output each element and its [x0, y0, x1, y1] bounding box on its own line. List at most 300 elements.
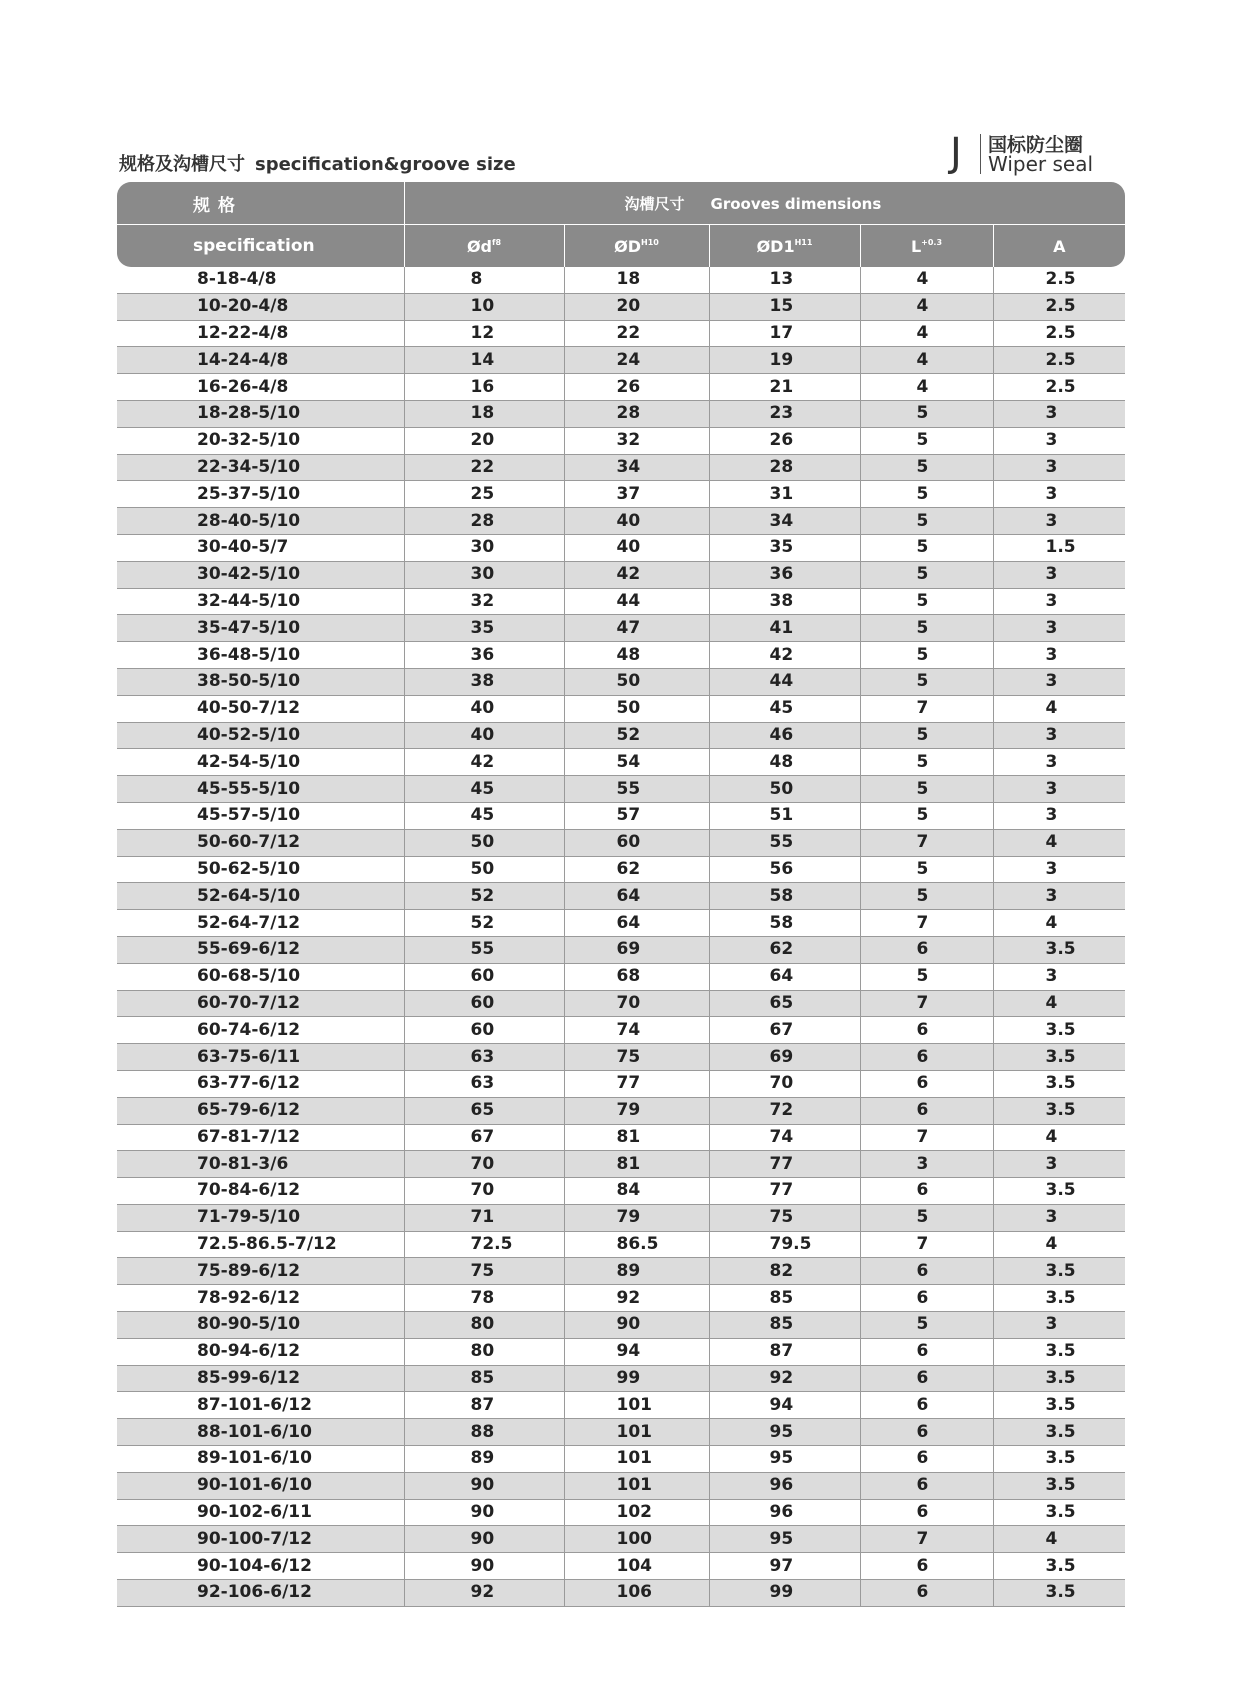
cell-L: 6 [860, 1097, 993, 1124]
cell-D: 24 [564, 347, 709, 374]
cell-d: 70 [404, 1178, 564, 1205]
header-groove-zh: 沟槽尺寸 [624, 194, 685, 213]
cell-spec: 65-79-6/12 [117, 1097, 404, 1124]
cell-D1: 13 [709, 267, 860, 293]
table-row [117, 1580, 1125, 1607]
cell-D1: 21 [709, 374, 860, 401]
cell-D: 22 [564, 320, 709, 347]
cell-d: 14 [404, 347, 564, 374]
cell-D1: 58 [709, 883, 860, 910]
cell-A: 3.5 [993, 1392, 1125, 1419]
cell-D1: 35 [709, 534, 860, 561]
cell-D: 81 [564, 1151, 709, 1178]
cell-D: 100 [564, 1526, 709, 1553]
table-row [117, 642, 1125, 669]
cell-L: 5 [860, 534, 993, 561]
cell-L: 7 [860, 829, 993, 856]
cell-spec: 80-90-5/10 [117, 1312, 404, 1339]
cell-D1: 77 [709, 1151, 860, 1178]
cell-D: 75 [564, 1044, 709, 1071]
cell-d: 22 [404, 454, 564, 481]
cell-D: 26 [564, 374, 709, 401]
table-row [117, 1365, 1125, 1392]
cell-D: 60 [564, 829, 709, 856]
cell-spec: 50-62-5/10 [117, 856, 404, 883]
table-row [117, 508, 1125, 535]
cell-A: 3 [993, 588, 1125, 615]
cell-D: 44 [564, 588, 709, 615]
cell-L: 6 [860, 1392, 993, 1419]
cell-d: 80 [404, 1338, 564, 1365]
table-row [117, 615, 1125, 642]
cell-L: 5 [860, 642, 993, 669]
cell-A: 3.5 [993, 1580, 1125, 1607]
cell-L: 5 [860, 1204, 993, 1231]
cell-spec: 90-100-7/12 [117, 1526, 404, 1553]
cell-d: 50 [404, 856, 564, 883]
cell-D: 64 [564, 910, 709, 937]
cell-D: 101 [564, 1392, 709, 1419]
cell-D1: 96 [709, 1499, 860, 1526]
cell-L: 6 [860, 1017, 993, 1044]
cell-A: 3.5 [993, 1070, 1125, 1097]
cell-A: 4 [993, 1124, 1125, 1151]
table-row [117, 1312, 1125, 1339]
table-row [117, 990, 1125, 1017]
cell-D1: 85 [709, 1312, 860, 1339]
cell-D: 86.5 [564, 1231, 709, 1258]
page-title-en: specification&groove size [255, 154, 516, 175]
cell-spec: 67-81-7/12 [117, 1124, 404, 1151]
cell-spec: 30-42-5/10 [117, 561, 404, 588]
cell-D: 32 [564, 427, 709, 454]
cell-D1: 41 [709, 615, 860, 642]
cell-A: 1.5 [993, 534, 1125, 561]
cell-d: 12 [404, 320, 564, 347]
header-groove [404, 182, 1125, 225]
cell-d: 80 [404, 1312, 564, 1339]
cell-spec: 63-77-6/12 [117, 1070, 404, 1097]
cell-d: 90 [404, 1526, 564, 1553]
table-row [117, 1231, 1125, 1258]
cell-spec: 40-52-5/10 [117, 722, 404, 749]
table-row [117, 1446, 1125, 1473]
cell-A: 2.5 [993, 374, 1125, 401]
cell-D1: 95 [709, 1419, 860, 1446]
cell-D1: 72 [709, 1097, 860, 1124]
cell-D1: 94 [709, 1392, 860, 1419]
cell-spec: 20-32-5/10 [117, 427, 404, 454]
cell-D1: 48 [709, 749, 860, 776]
cell-L: 5 [860, 508, 993, 535]
cell-D: 84 [564, 1178, 709, 1205]
table-row [117, 1526, 1125, 1553]
cell-d: 85 [404, 1365, 564, 1392]
table-row [117, 481, 1125, 508]
cell-d: 92 [404, 1580, 564, 1607]
cell-spec: 75-89-6/12 [117, 1258, 404, 1285]
cell-d: 63 [404, 1044, 564, 1071]
cell-spec: 90-101-6/10 [117, 1472, 404, 1499]
cell-d: 90 [404, 1499, 564, 1526]
cell-spec: 18-28-5/10 [117, 400, 404, 427]
table-row [117, 1392, 1125, 1419]
cell-A: 2.5 [993, 320, 1125, 347]
cell-D1: 74 [709, 1124, 860, 1151]
table-row [117, 1097, 1125, 1124]
cell-L: 5 [860, 722, 993, 749]
cell-d: 45 [404, 802, 564, 829]
table-row [117, 293, 1125, 320]
cell-D: 62 [564, 856, 709, 883]
cell-L: 5 [860, 1312, 993, 1339]
table-row [117, 1070, 1125, 1097]
table-row [117, 1178, 1125, 1205]
cell-D: 18 [564, 267, 709, 293]
cell-A: 4 [993, 829, 1125, 856]
cell-L: 4 [860, 293, 993, 320]
cell-L: 7 [860, 910, 993, 937]
cell-spec: 55-69-6/12 [117, 936, 404, 963]
cell-L: 5 [860, 668, 993, 695]
cell-A: 3 [993, 1151, 1125, 1178]
cell-D1: 67 [709, 1017, 860, 1044]
cell-d: 50 [404, 829, 564, 856]
cell-A: 3 [993, 615, 1125, 642]
cell-d: 45 [404, 776, 564, 803]
cell-L: 5 [860, 776, 993, 803]
cell-L: 6 [860, 936, 993, 963]
cell-D: 101 [564, 1419, 709, 1446]
cell-spec: 60-74-6/12 [117, 1017, 404, 1044]
cell-spec: 45-55-5/10 [117, 776, 404, 803]
cell-D1: 62 [709, 936, 860, 963]
table-row [117, 910, 1125, 937]
table-row [117, 695, 1125, 722]
cell-A: 3 [993, 454, 1125, 481]
table-row [117, 1151, 1125, 1178]
cell-D: 101 [564, 1446, 709, 1473]
cell-A: 3.5 [993, 1499, 1125, 1526]
cell-D: 79 [564, 1097, 709, 1124]
cell-A: 3.5 [993, 936, 1125, 963]
cell-D: 94 [564, 1338, 709, 1365]
cell-L: 6 [860, 1580, 993, 1607]
cell-L: 6 [860, 1499, 993, 1526]
cell-A: 3 [993, 668, 1125, 695]
cell-D: 90 [564, 1312, 709, 1339]
cell-A: 3.5 [993, 1044, 1125, 1071]
cell-D: 37 [564, 481, 709, 508]
table-row [117, 936, 1125, 963]
cell-spec: 90-102-6/11 [117, 1499, 404, 1526]
cell-A: 3.5 [993, 1472, 1125, 1499]
cell-D1: 45 [709, 695, 860, 722]
cell-L: 6 [860, 1419, 993, 1446]
cell-spec: 90-104-6/12 [117, 1553, 404, 1580]
header-col-A: A [993, 225, 1125, 268]
cell-spec: 10-20-4/8 [117, 293, 404, 320]
cell-D: 40 [564, 534, 709, 561]
cell-spec: 60-70-7/12 [117, 990, 404, 1017]
cell-A: 3 [993, 749, 1125, 776]
cell-A: 3 [993, 856, 1125, 883]
table-row [117, 749, 1125, 776]
cell-D1: 85 [709, 1285, 860, 1312]
table-row [117, 347, 1125, 374]
table-row [117, 1553, 1125, 1580]
cell-D1: 75 [709, 1204, 860, 1231]
cell-D: 20 [564, 293, 709, 320]
table-row [117, 802, 1125, 829]
table-row [117, 722, 1125, 749]
cell-d: 16 [404, 374, 564, 401]
cell-D: 89 [564, 1258, 709, 1285]
cell-spec: 30-40-5/7 [117, 534, 404, 561]
header-col-d: $Ød^{f8}$ [404, 225, 564, 268]
cell-spec: 70-81-3/6 [117, 1151, 404, 1178]
cell-A: 3 [993, 481, 1125, 508]
cell-spec: 85-99-6/12 [117, 1365, 404, 1392]
cell-d: 60 [404, 963, 564, 990]
cell-L: 5 [860, 856, 993, 883]
cell-A: 3 [993, 722, 1125, 749]
cell-L: 5 [860, 481, 993, 508]
cell-D: 52 [564, 722, 709, 749]
cell-D1: 95 [709, 1446, 860, 1473]
brand-block [950, 130, 1100, 180]
cell-D1: 97 [709, 1553, 860, 1580]
cell-A: 4 [993, 1231, 1125, 1258]
cell-d: 10 [404, 293, 564, 320]
cell-A: 3.5 [993, 1097, 1125, 1124]
cell-d: 40 [404, 695, 564, 722]
cell-D1: 36 [709, 561, 860, 588]
cell-spec: 72.5-86.5-7/12 [117, 1231, 404, 1258]
cell-A: 3 [993, 1312, 1125, 1339]
cell-spec: 36-48-5/10 [117, 642, 404, 669]
table-header [117, 182, 1125, 267]
table-row [117, 776, 1125, 803]
cell-L: 5 [860, 427, 993, 454]
cell-L: 6 [860, 1044, 993, 1071]
cell-D1: 70 [709, 1070, 860, 1097]
cell-D: 40 [564, 508, 709, 535]
cell-d: 52 [404, 883, 564, 910]
cell-D: 106 [564, 1580, 709, 1607]
cell-L: 3 [860, 1151, 993, 1178]
cell-A: 2.5 [993, 267, 1125, 293]
cell-d: 75 [404, 1258, 564, 1285]
cell-A: 3 [993, 508, 1125, 535]
cell-spec: 50-60-7/12 [117, 829, 404, 856]
cell-L: 5 [860, 561, 993, 588]
table-row [117, 267, 1125, 293]
cell-D: 42 [564, 561, 709, 588]
cell-D1: 64 [709, 963, 860, 990]
table-row [117, 883, 1125, 910]
cell-D1: 42 [709, 642, 860, 669]
cell-D: 77 [564, 1070, 709, 1097]
cell-spec: 35-47-5/10 [117, 615, 404, 642]
spec-table [117, 182, 1125, 1607]
cell-D: 70 [564, 990, 709, 1017]
cell-A: 3 [993, 427, 1125, 454]
table-body [117, 267, 1125, 1606]
cell-D1: 50 [709, 776, 860, 803]
cell-D1: 92 [709, 1365, 860, 1392]
cell-D1: 26 [709, 427, 860, 454]
cell-spec: 40-50-7/12 [117, 695, 404, 722]
cell-d: 78 [404, 1285, 564, 1312]
cell-A: 3 [993, 642, 1125, 669]
cell-L: 7 [860, 695, 993, 722]
cell-D1: 77 [709, 1178, 860, 1205]
cell-A: 4 [993, 1526, 1125, 1553]
cell-D1: 99 [709, 1580, 860, 1607]
table-row [117, 320, 1125, 347]
cell-spec: 12-22-4/8 [117, 320, 404, 347]
cell-A: 3.5 [993, 1553, 1125, 1580]
cell-D1: 79.5 [709, 1231, 860, 1258]
table-row [117, 1472, 1125, 1499]
cell-spec: 25-37-5/10 [117, 481, 404, 508]
cell-spec: 52-64-7/12 [117, 910, 404, 937]
table-row [117, 1419, 1125, 1446]
cell-D1: 28 [709, 454, 860, 481]
cell-L: 4 [860, 374, 993, 401]
cell-D1: 82 [709, 1258, 860, 1285]
cell-d: 20 [404, 427, 564, 454]
cell-L: 7 [860, 1231, 993, 1258]
cell-d: 70 [404, 1151, 564, 1178]
cell-spec: 45-57-5/10 [117, 802, 404, 829]
spec-table-wrapper [117, 182, 1125, 1607]
cell-D1: 51 [709, 802, 860, 829]
page-title-zh: 规格及沟槽尺寸 [119, 154, 245, 175]
cell-D: 54 [564, 749, 709, 776]
header-spec-zh: 规格 [117, 182, 404, 225]
cell-A: 4 [993, 695, 1125, 722]
cell-d: 87 [404, 1392, 564, 1419]
cell-D: 34 [564, 454, 709, 481]
cell-D: 28 [564, 400, 709, 427]
cell-spec: 22-34-5/10 [117, 454, 404, 481]
cell-D1: 15 [709, 293, 860, 320]
cell-D1: 23 [709, 400, 860, 427]
cell-A: 3 [993, 561, 1125, 588]
table-row [117, 454, 1125, 481]
cell-d: 28 [404, 508, 564, 535]
cell-L: 5 [860, 588, 993, 615]
header-groove-en: Grooves dimensions [710, 194, 882, 213]
cell-d: 72.5 [404, 1231, 564, 1258]
cell-d: 90 [404, 1472, 564, 1499]
cell-L: 5 [860, 749, 993, 776]
cell-d: 35 [404, 615, 564, 642]
cell-d: 18 [404, 400, 564, 427]
header-col-D1: $ØD1^{H11}$ [709, 225, 860, 268]
cell-d: 89 [404, 1446, 564, 1473]
header-col-L: $L^{+0.3}$ [860, 225, 993, 268]
brand-letter: J [950, 130, 962, 176]
table-row [117, 856, 1125, 883]
cell-d: 90 [404, 1553, 564, 1580]
table-row [117, 668, 1125, 695]
cell-spec: 38-50-5/10 [117, 668, 404, 695]
brand-name-zh: 国标防尘圈 [988, 134, 1084, 156]
cell-spec: 14-24-4/8 [117, 347, 404, 374]
cell-spec: 71-79-5/10 [117, 1204, 404, 1231]
table-row [117, 427, 1125, 454]
brand-divider [980, 134, 981, 174]
cell-L: 5 [860, 615, 993, 642]
table-row [117, 374, 1125, 401]
cell-D: 55 [564, 776, 709, 803]
cell-spec: 70-84-6/12 [117, 1178, 404, 1205]
cell-D1: 44 [709, 668, 860, 695]
table-row [117, 1258, 1125, 1285]
cell-D1: 87 [709, 1338, 860, 1365]
cell-spec: 16-26-4/8 [117, 374, 404, 401]
cell-D1: 34 [709, 508, 860, 535]
cell-A: 3.5 [993, 1338, 1125, 1365]
cell-L: 6 [860, 1178, 993, 1205]
cell-spec: 78-92-6/12 [117, 1285, 404, 1312]
cell-D1: 38 [709, 588, 860, 615]
cell-L: 6 [860, 1446, 993, 1473]
cell-d: 67 [404, 1124, 564, 1151]
page-title [119, 150, 516, 176]
cell-D1: 19 [709, 347, 860, 374]
cell-D: 50 [564, 695, 709, 722]
cell-L: 5 [860, 802, 993, 829]
cell-spec: 42-54-5/10 [117, 749, 404, 776]
cell-spec: 89-101-6/10 [117, 1446, 404, 1473]
cell-A: 3 [993, 776, 1125, 803]
cell-L: 7 [860, 1526, 993, 1553]
cell-spec: 60-68-5/10 [117, 963, 404, 990]
table-row [117, 1499, 1125, 1526]
cell-L: 5 [860, 400, 993, 427]
table-row [117, 1204, 1125, 1231]
table-row [117, 963, 1125, 990]
cell-D: 81 [564, 1124, 709, 1151]
cell-d: 25 [404, 481, 564, 508]
table-row [117, 1044, 1125, 1071]
cell-D1: 17 [709, 320, 860, 347]
cell-D: 68 [564, 963, 709, 990]
cell-spec: 87-101-6/12 [117, 1392, 404, 1419]
cell-A: 3 [993, 400, 1125, 427]
table-row [117, 1124, 1125, 1151]
cell-D1: 46 [709, 722, 860, 749]
cell-D: 64 [564, 883, 709, 910]
table-row [117, 561, 1125, 588]
cell-A: 3 [993, 963, 1125, 990]
cell-D: 74 [564, 1017, 709, 1044]
cell-L: 5 [860, 454, 993, 481]
cell-d: 88 [404, 1419, 564, 1446]
cell-D1: 58 [709, 910, 860, 937]
cell-spec: 92-106-6/12 [117, 1580, 404, 1607]
cell-d: 38 [404, 668, 564, 695]
table-row [117, 588, 1125, 615]
cell-L: 4 [860, 347, 993, 374]
cell-A: 3 [993, 883, 1125, 910]
cell-D: 104 [564, 1553, 709, 1580]
cell-spec: 28-40-5/10 [117, 508, 404, 535]
